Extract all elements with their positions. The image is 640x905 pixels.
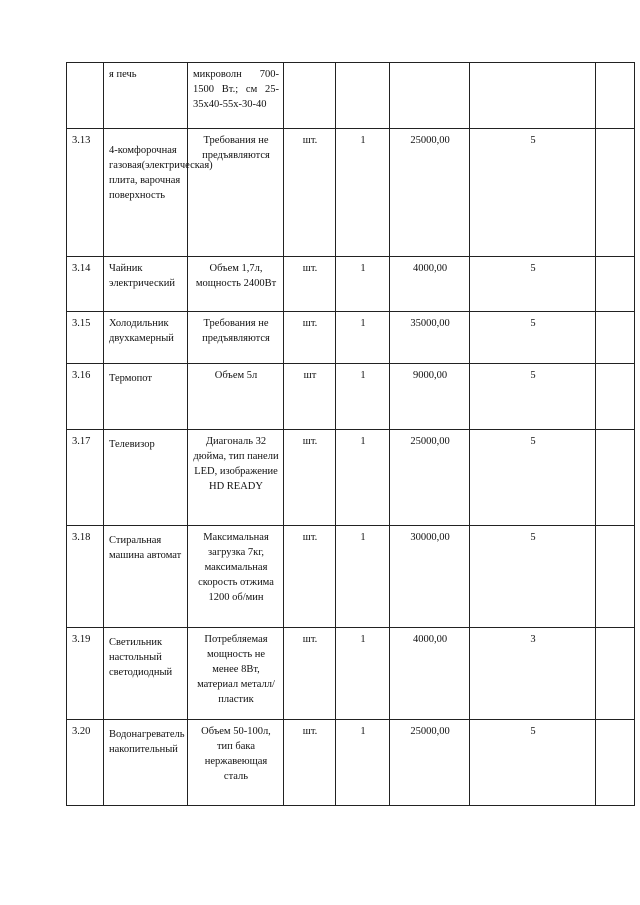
empty-cell [596, 628, 635, 720]
item-service-life: 5 [470, 257, 596, 312]
item-unit: шт. [284, 720, 336, 806]
item-price: 30000,00 [390, 526, 470, 628]
item-requirements: Максимальная загрузка 7кг, максимальная скорость отжима 1200 об/мин [188, 526, 284, 628]
item-quantity: 1 [336, 312, 390, 364]
item-name: Термопот [104, 364, 188, 430]
table-row [67, 257, 635, 312]
item-quantity: 1 [336, 720, 390, 806]
item-requirements: Объем 5л [188, 364, 284, 430]
item-price: 25000,00 [390, 720, 470, 806]
table-row [67, 129, 635, 257]
empty-cell [596, 257, 635, 312]
table-row [67, 430, 635, 526]
item-service-life: 5 [470, 312, 596, 364]
empty-cell [596, 430, 635, 526]
empty-cell [596, 526, 635, 628]
item-name: Телевизор [104, 430, 188, 526]
item-service-life: 5 [470, 526, 596, 628]
item-requirements: Потребляемая мощность не менее 8Вт, материал металл/пластик [188, 628, 284, 720]
item-quantity: 1 [336, 364, 390, 430]
row-number: 3.19 [67, 628, 104, 720]
table-row [67, 720, 635, 806]
table-row [67, 628, 635, 720]
item-unit: шт. [284, 312, 336, 364]
row-number: 3.16 [67, 364, 104, 430]
item-price [390, 63, 470, 129]
row-number: 3.13 [67, 129, 104, 257]
item-requirements: Объем 1,7л, мощность 2400Вт [188, 257, 284, 312]
row-number [67, 63, 104, 129]
row-number: 3.14 [67, 257, 104, 312]
item-price: 9000,00 [390, 364, 470, 430]
row-number: 3.20 [67, 720, 104, 806]
item-price: 25000,00 [390, 129, 470, 257]
item-requirements: Объем 50-100л, тип бака нержавеющая сталь [188, 720, 284, 806]
item-name: Холодильник двухкамерный [104, 312, 188, 364]
item-name: Светильник настольный светодиодный [104, 628, 188, 720]
item-quantity: 1 [336, 257, 390, 312]
equipment-table [66, 62, 635, 806]
item-quantity: 1 [336, 129, 390, 257]
item-requirements: Требования не предъявляются [188, 312, 284, 364]
item-price: 35000,00 [390, 312, 470, 364]
empty-cell [596, 364, 635, 430]
item-unit: шт [284, 364, 336, 430]
empty-cell [596, 63, 635, 129]
item-price: 25000,00 [390, 430, 470, 526]
item-price: 4000,00 [390, 257, 470, 312]
item-requirements: Диагональ 32 дюйма, тип панели LED, изображение HD READY [188, 430, 284, 526]
item-requirements: микроволн 700-1500 Вт.; см 25-35х40-55х-30-40 [188, 63, 284, 129]
empty-cell [596, 129, 635, 257]
item-quantity [336, 63, 390, 129]
item-name: Водонагреватель накопительный [104, 720, 188, 806]
item-unit: шт. [284, 430, 336, 526]
item-unit: шт. [284, 628, 336, 720]
item-requirements: Требования не предъявляются [188, 129, 284, 257]
item-quantity: 1 [336, 430, 390, 526]
item-service-life: 3 [470, 628, 596, 720]
table-row [67, 312, 635, 364]
item-unit: шт. [284, 257, 336, 312]
empty-cell [596, 312, 635, 364]
item-service-life: 5 [470, 430, 596, 526]
empty-cell [596, 720, 635, 806]
table-row [67, 63, 635, 129]
table-row [67, 364, 635, 430]
item-unit: шт. [284, 526, 336, 628]
item-name: Стиральная машина автомат [104, 526, 188, 628]
row-number: 3.17 [67, 430, 104, 526]
item-service-life: 5 [470, 129, 596, 257]
item-quantity: 1 [336, 628, 390, 720]
item-service-life: 5 [470, 720, 596, 806]
item-price: 4000,00 [390, 628, 470, 720]
row-number: 3.15 [67, 312, 104, 364]
item-unit: шт. [284, 129, 336, 257]
row-number: 3.18 [67, 526, 104, 628]
item-name: Чайник электрический [104, 257, 188, 312]
item-service-life [470, 63, 596, 129]
item-quantity: 1 [336, 526, 390, 628]
item-unit [284, 63, 336, 129]
item-service-life: 5 [470, 364, 596, 430]
item-name: 4-комфорочная газовая(электрическая) плита, варочная поверхность [104, 129, 188, 257]
table-row [67, 526, 635, 628]
item-name: я печь [104, 63, 188, 129]
